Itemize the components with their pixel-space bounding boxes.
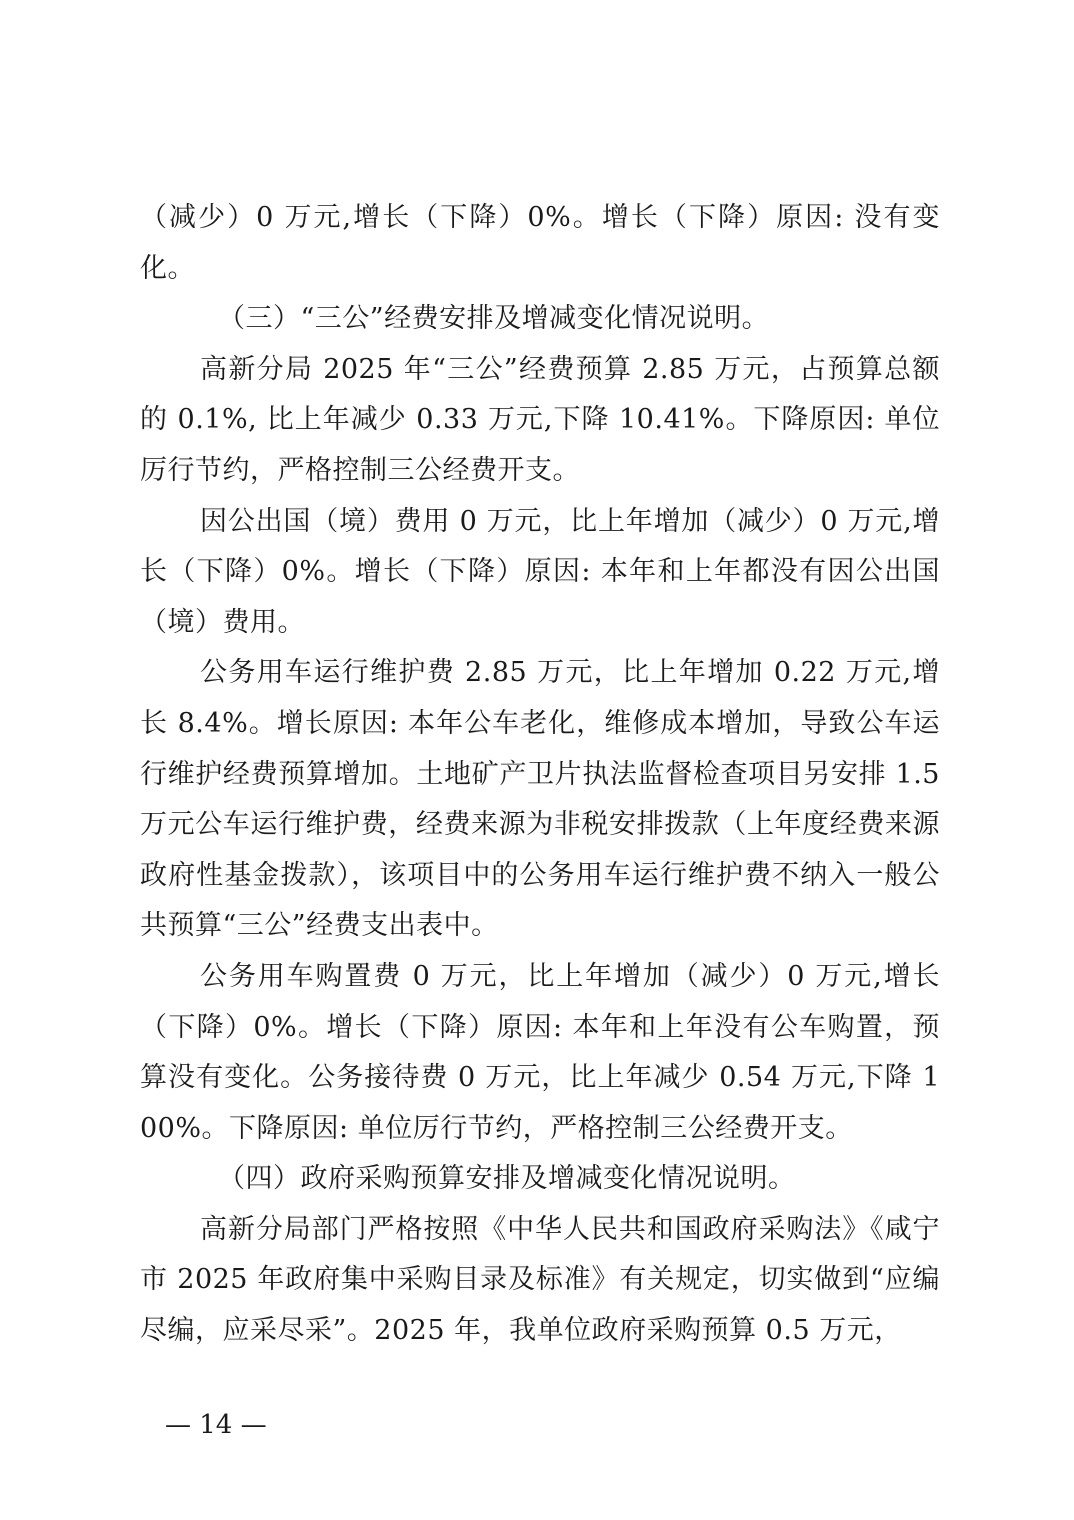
document-body: [140, 193, 940, 1357]
paragraph-continued: （减少）0 万元,增长（下降）0%。增长（下降）原因: 没有变化。: [140, 202, 940, 284]
paragraph-three-public-budget: 高新分局 2025 年“三公”经费预算 2.85 万元，占预算总额的 0.1%, 比上年减少 0.33 万元,下降 10.41%。下降原因: 单位厉行节约，严格控制三公经费开支。: [140, 353, 940, 486]
page-number: — 14 —: [165, 1410, 267, 1440]
paragraph-overseas-travel: 因公出国（境）费用 0 万元，比上年增加（减少）0 万元,增长（下降）0%。增长（下降）原因: 本年和上年都没有因公出国（境）费用。: [140, 505, 940, 638]
paragraph-procurement: 高新分局部门严格按照《中华人民共和国政府采购法》《咸宁市 2025 年政府集中采购目录及标准》有关规定，切实做到“应编尽编，应采尽采”。2025 年，我单位政府采购预算 0.5 万元，: [140, 1213, 940, 1347]
paragraph-vehicle-purchase-reception: 公务用车购置费 0 万元，比上年增加（减少）0 万元,增长（下降）0%。增长（下降）原因: 本年和上年没有公车购置，预算没有变化。公务接待费 0 万元，比上年减少 0.54 万元,下降 100%。下降原因: 单位厉行节约，严格控制三公经费开支。: [140, 960, 940, 1144]
section-heading-procurement: （四）政府采购预算安排及增减变化情况说明。: [218, 1163, 796, 1195]
paragraph-vehicle-maintenance: 公务用车运行维护费 2.85 万元，比上年增加 0.22 万元,增长 8.4%。增长原因: 本年公车老化，维修成本增加，导致公车运行维护经费预算增加。土地矿产卫片执法监督检查项目另安排 1.5 万元公车运行维护费，经费来源为非税安排拨款（上年度经费来源政府性基金拨款），该项目中的公务用车运行维护费不纳入一般公共预算“三公”经费支出表中。: [140, 657, 940, 942]
section-heading-three-public-funds: （三）“三公”经费安排及增减变化情况说明。: [218, 303, 770, 335]
